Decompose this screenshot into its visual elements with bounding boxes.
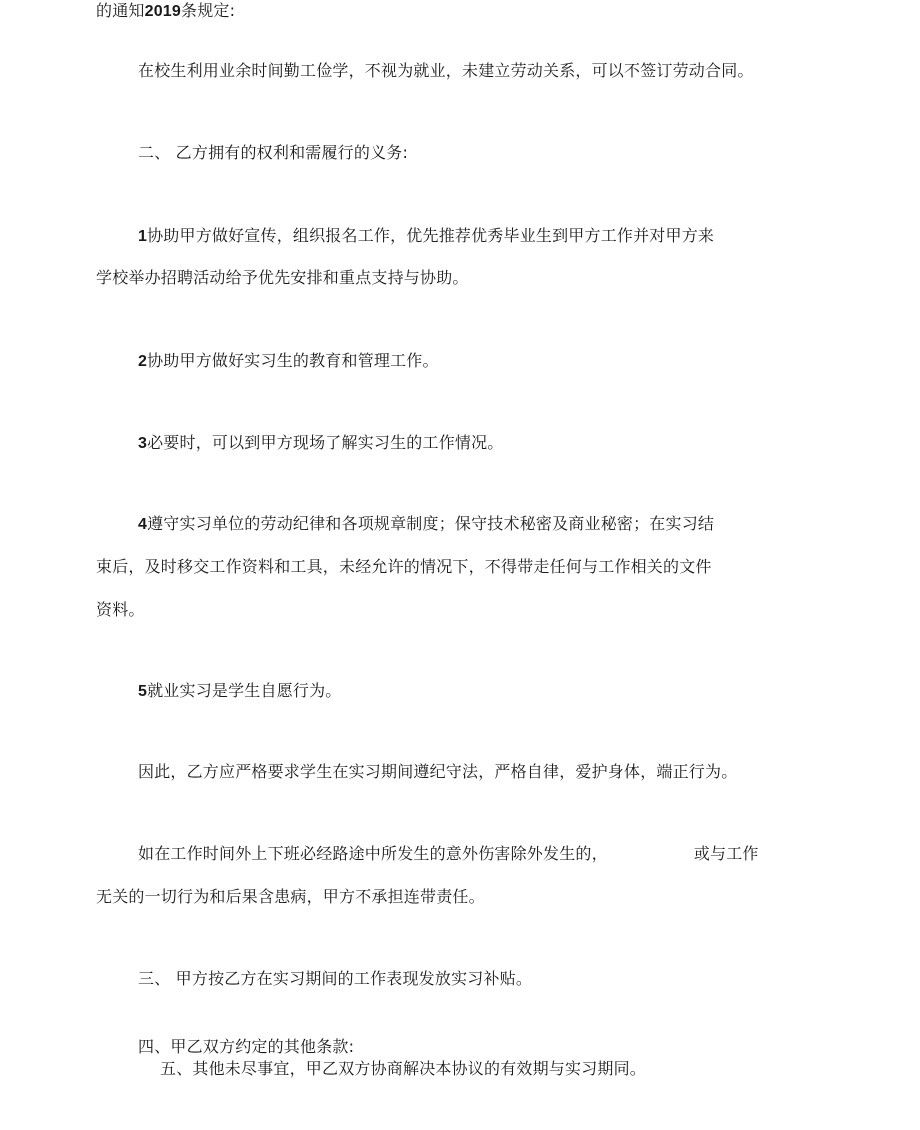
item-2-line-1 xyxy=(138,350,439,373)
item-3-number: 3 xyxy=(138,435,148,452)
item-4-line-1 xyxy=(138,513,714,536)
section-four: 四、甲乙双方约定的其他条款: xyxy=(138,1037,355,1056)
item-1-line-1 xyxy=(138,225,714,248)
item-5-text: 就业实习是学生自愿行为。 xyxy=(147,681,342,700)
item-1-number: 1 xyxy=(138,228,148,245)
item-4-text: 遵守实习单位的劳动纪律和各项规章制度；保守技术秘密及商业秘密；在实习结 xyxy=(147,514,715,533)
intro-line xyxy=(96,0,235,23)
liability-line-1 xyxy=(138,843,759,865)
item-4-number: 4 xyxy=(138,516,148,533)
intro-suffix: 条规定: xyxy=(181,1,236,20)
item-5-line-1 xyxy=(138,680,342,703)
intro-number: 2019 xyxy=(144,3,182,20)
liability-part-1: 如在工作时间外上下班必经路途中所发生的意外伤害除外发生的， xyxy=(138,844,608,863)
liability-part-2: 或与工作 xyxy=(693,844,759,863)
intro-prefix: 的通知 xyxy=(96,1,145,20)
item-1-text: 协助甲方做好宣传，组织报名工作，优先推荐优秀毕业生到甲方工作并对甲方来 xyxy=(147,226,715,245)
section-three: 三、 甲方按乙方在实习期间的工作表现发放实习补贴。 xyxy=(138,969,533,988)
section-two-heading: 二、 乙方拥有的权利和需履行的义务: xyxy=(138,143,409,162)
item-3-line-1 xyxy=(138,432,504,455)
item-4-line-3: 资料。 xyxy=(96,600,145,619)
item-3-text: 必要时，可以到甲方现场了解实习生的工作情况。 xyxy=(147,433,504,452)
item-2-number: 2 xyxy=(138,353,148,370)
item-1-line-2: 学校举办招聘活动给予优先安排和重点支持与协助。 xyxy=(96,268,469,287)
section-five: 五、其他未尽事宜，甲乙双方协商解决本协议的有效期与实习期同。 xyxy=(160,1059,647,1078)
item-4-line-2: 束后，及时移交工作资料和工具，未经允许的情况下，不得带走任何与工作相关的文件 xyxy=(96,557,712,576)
item-2-text: 协助甲方做好实习生的教育和管理工作。 xyxy=(147,351,439,370)
liability-line-2: 无关的一切行为和后果含患病，甲方不承担连带责任。 xyxy=(96,887,485,906)
item-5-number: 5 xyxy=(138,683,148,700)
therefore-paragraph: 因此，乙方应严格要求学生在实习期间遵纪守法，严格自律，爱护身体，端正行为。 xyxy=(138,762,738,781)
intro-paragraph: 在校生利用业余时间勤工俭学，不视为就业，未建立劳动关系，可以不签订劳动合同。 xyxy=(138,61,754,80)
